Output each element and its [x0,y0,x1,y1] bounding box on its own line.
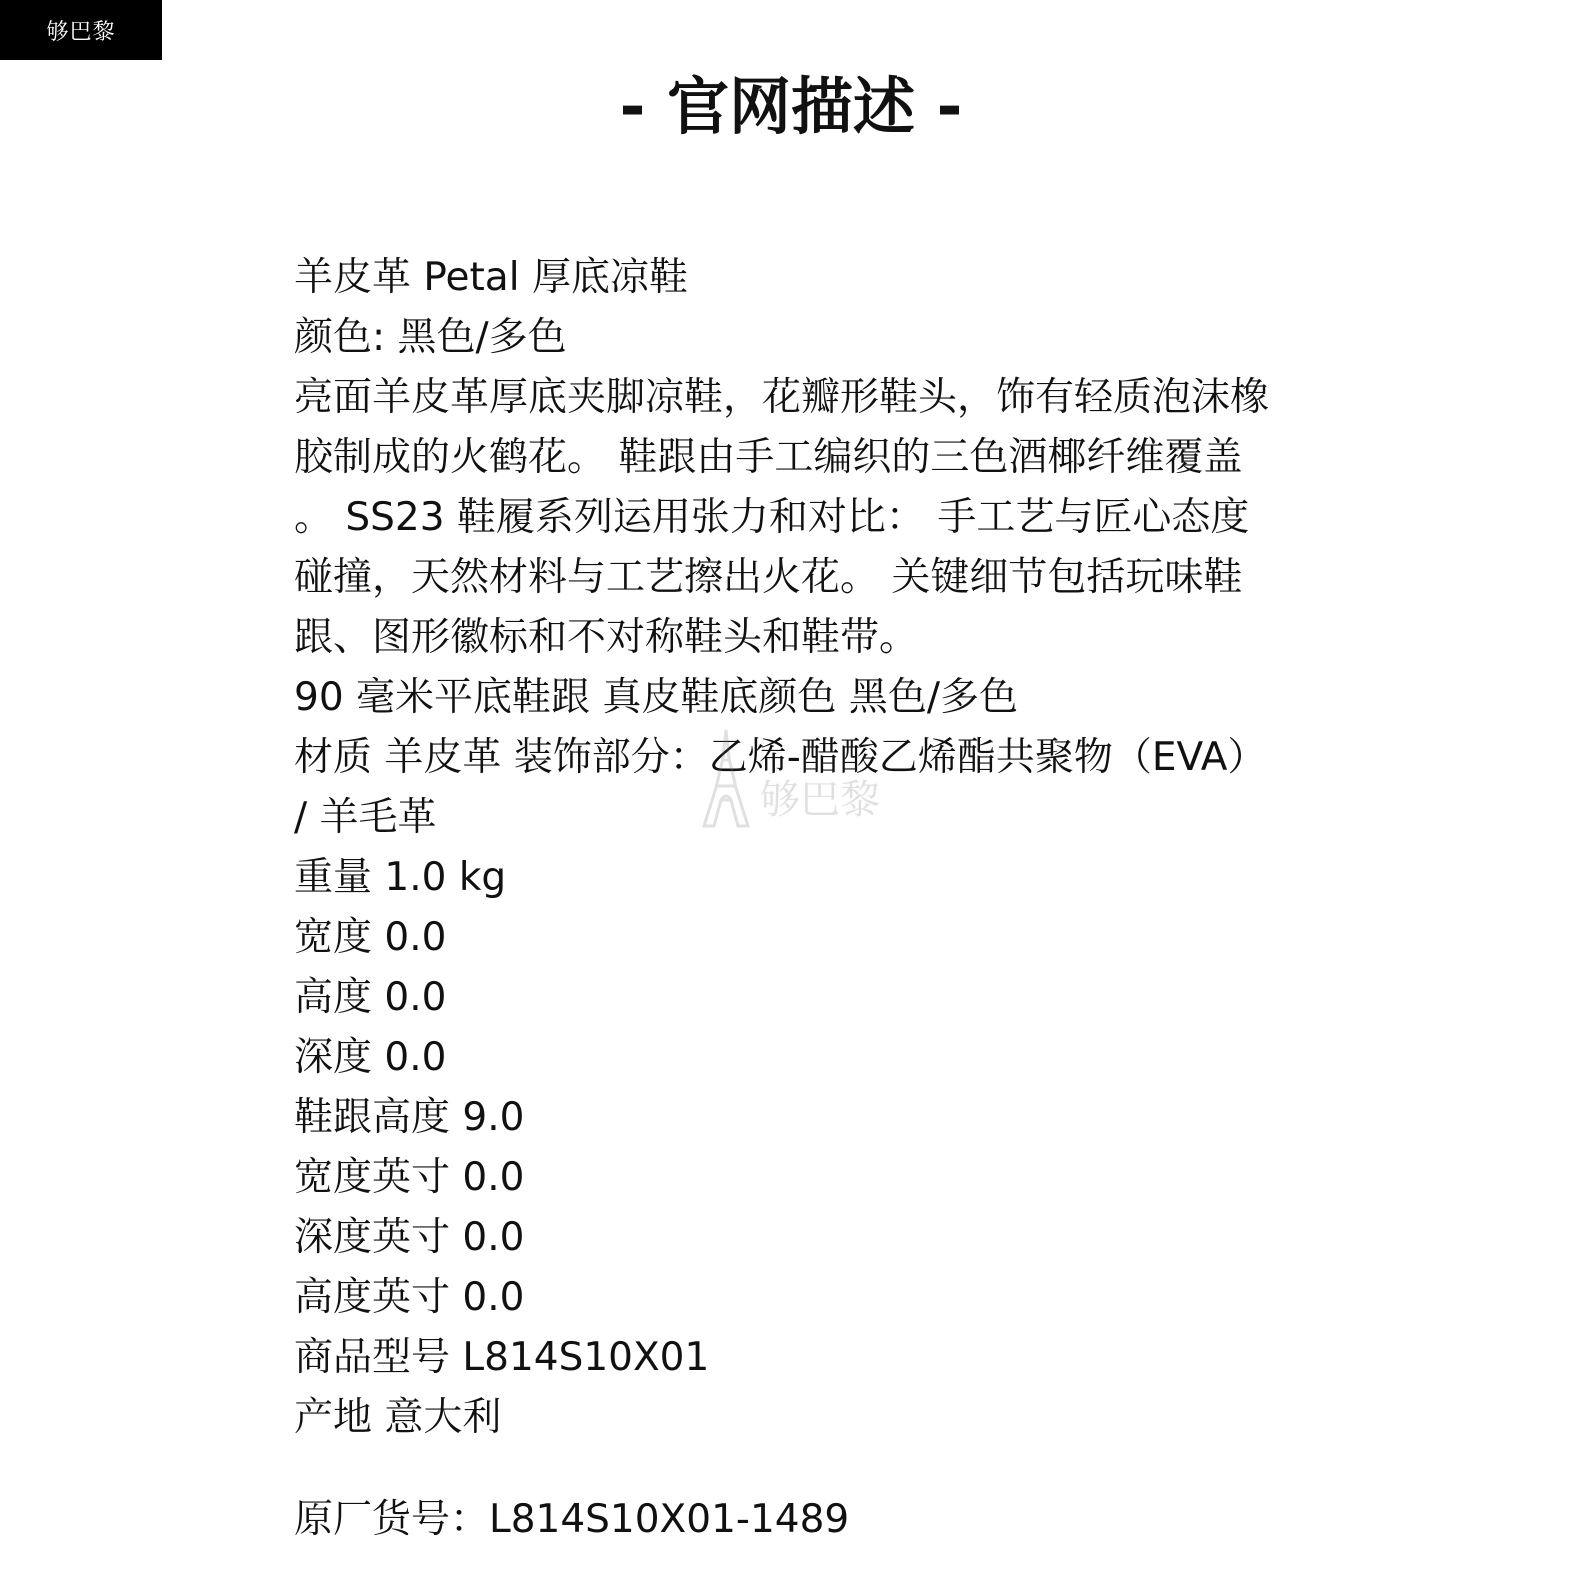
spec-heel-height: 鞋跟高度 9.0 [294,1095,525,1140]
spec-height-inch: 高度英寸 0.0 [294,1275,525,1320]
spec-height: 高度 0.0 [294,975,447,1020]
spec-depth: 深度 0.0 [294,1035,447,1080]
description-line: 碰撞，天然材料与工艺擦出火花。 关键细节包括玩味鞋 [294,555,1243,600]
spec-width-inch: 宽度英寸 0.0 [294,1155,525,1200]
product-color: 颜色: 黑色/多色 [294,315,567,360]
heel-info: 90 毫米平底鞋跟 真皮鞋底颜色 黑色/多色 [294,675,1018,720]
description-line: 。 SS23 鞋履系列运用张力和对比： 手工艺与匠心态度 [294,495,1250,540]
watermark-text: 够巴黎 [760,776,880,823]
brand-tag [0,0,162,60]
material-line: 材质 羊皮革 装饰部分：乙烯-醋酸乙烯酯共聚物（EVA） [294,735,1267,780]
brand-tag-label: 够巴黎 [46,19,116,45]
description-line: 跟、图形徽标和不对称鞋头和鞋带。 [294,615,919,660]
page-title: - 官网描述 - [619,70,963,143]
description-line: 亮面羊皮革厚底夹脚凉鞋，花瓣形鞋头，饰有轻质泡沫橡 [294,375,1270,420]
product-description [294,248,1314,1448]
product-name: 羊皮革 Petal 厚底凉鞋 [294,255,688,300]
spec-width: 宽度 0.0 [294,915,447,960]
description-line: 胶制成的火鹤花。 鞋跟由手工编织的三色酒椰纤维覆盖 [294,435,1243,480]
spec-weight: 重量 1.0 kg [294,855,507,900]
spec-depth-inch: 深度英寸 0.0 [294,1215,525,1260]
factory-code: 原厂货号：L814S10X01-1489 [294,1497,850,1542]
spec-origin: 产地 意大利 [294,1395,502,1440]
spec-model-number: 商品型号 L814S10X01 [294,1335,710,1380]
material-line: / 羊毛革 [294,795,437,840]
